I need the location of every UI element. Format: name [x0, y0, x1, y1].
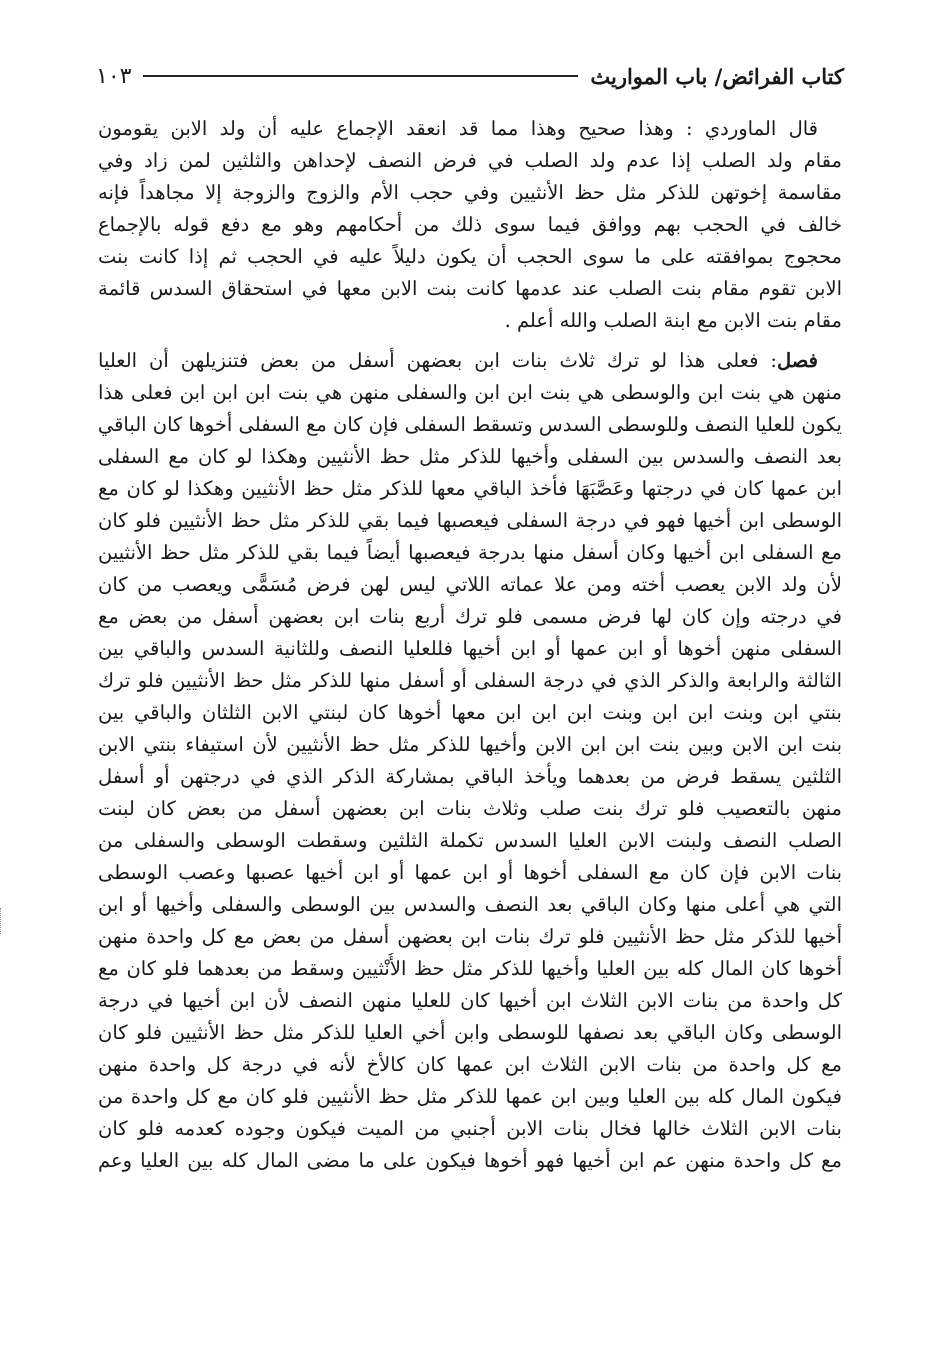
paragraph-gap [98, 337, 842, 345]
text-line: مع السفلى ابن أخيها وكان أسفل منها بدرجة فيعصبها أيضاً فيما بقي للذكر مثل حظ الأنثيين [98, 541, 842, 564]
text-line: بنات الابن الثلاث خالها فخال بنات الابن أجنبي من الميت فيكون وجوده كعدمه فلو كان [98, 1117, 842, 1140]
text-line: في درجته وإن كان لها فرض مسمى فلو ترك أربع بنات ابن بعضهن أسفل من بعض مع [98, 605, 842, 628]
text-line: الابن تقوم مقام بنت الصلب عند عدمها كانت بنت الابن معها في استحقاق السدس قائمة [98, 277, 842, 300]
page-number: ١٠٣ [96, 63, 132, 89]
text-line: مقام بنت الابن مع ابنة الصلب والله أعلم . [504, 309, 842, 332]
header-title: كتاب الفرائض/ باب المواريث [590, 63, 844, 89]
paragraph-1 [98, 113, 842, 337]
text-line: مع كل واحدة من بنات الابن الثلاث ابن عمها كان كالأخ لأنه في درجة كل واحدة منهن [98, 1053, 842, 1076]
text-line: الثالثة والرابعة والذكر الذي في درجة السفلى أو أسفل منها للذكر مثل حظ الأنثيين فلو ترك [98, 669, 842, 692]
text-line: أخيها للذكر مثل حظ الأنثيين فلو ترك بنات ابن بعضهن أسفل من بعض مع كل واحدة منهن [98, 925, 842, 948]
text-line: لأن ولد الابن يعصب أخته ومن علا عماته اللاتي ليس لهن فرض مُسَمًّى ويعصب من كان [98, 573, 842, 596]
text-line: مقاسمة إخوتهن للذكر مثل حظ الأنثيين وفي حجب الأم والزوج والزوجة إلا مجاهداً فإنه [98, 181, 842, 204]
text-line: السفلى منهن أخوها أو ابن عمها أو ابن أخيها فللعليا النصف وللثانية السدس والباقي بين [98, 637, 842, 660]
text-line: مع كل واحدة منهن عم ابن أخيها فهو أخوها فيكون على ما مضى المال كله بين العليا وعم [98, 1149, 842, 1172]
text-line: محجوج بموافقته على ما سوى الحجب أن يكون دليلاً عليه في الحجب ثم إذا كانت بنت [98, 245, 842, 268]
text-line [98, 345, 842, 377]
text-line: فيكون المال كله بين العليا وبين ابن عمها للذكر مثل حظ الأنثيين فلو كان مع كل واحدة من [98, 1085, 842, 1108]
text-line: أخوها كان المال كله بين العليا وأخيها للذكر مثل حظ الأُنْثيين وسقط من بعدهما فلو كان مع [98, 957, 842, 980]
text-line: الثلثين يسقط فرض من بعدهما ويأخذ الباقي بمشاركة الذكر الذي في درجتهن أو أسفل [98, 765, 842, 788]
header-rule [143, 75, 578, 77]
text-line: خالف في الحجب بهم ووافق فيما سوى ذلك من أحكامهم وهو مع دفع قوله بالإجماع [98, 213, 842, 236]
running-header [96, 56, 844, 96]
section-heading-rest: : فعلى هذا لو ترك ثلاث بنات ابن بعضهن أسفل من بعض فتنزيلهن أن العليا [98, 349, 777, 372]
section-heading: فصل [777, 349, 818, 372]
text-line: بنت ابن الابن وبين بنت ابن ابن الابن وأخيها للذكر مثل حظ الأنثيين لأن استيفاء بنتي الابن [98, 733, 842, 756]
text-line: التي هي أعلى منها وكان الباقي بعد النصف والسدس بين الوسطى والسفلى وأخيها أو ابن [98, 893, 842, 916]
text-line: منهن بالتعصيب فلو ترك بنت صلب وثلاث بنات ابن بعضهن أسفل من بعض كان لبنت [98, 797, 842, 820]
text-line: يكون للعليا النصف وللوسطى السدس وتسقط السفلى فإن كان مع السفلى أخوها كان الباقي [98, 413, 842, 436]
text-line: الوسطى وكان الباقي بعد نصفها للوسطى وابن أخي العليا للذكر مثل حظ الأنثيين فلو كان [98, 1021, 842, 1044]
text-line: الوسطى ابن أخيها فهو في درجة السفلى فيعصبها فيما بقي للذكر مثل حظ الأنثيين فلو كان [98, 509, 842, 532]
text-line: منهن هي بنت ابن والوسطى هي بنت ابن ابن والسفلى منهن هي بنت ابن ابن ابن فعلى هذا [98, 381, 842, 404]
text-line: بنات الابن فإن كان مع السفلى أخوها أو ابن عمها أو ابن أخيها عصبها وعصب الوسطى [98, 861, 842, 884]
main-text [98, 113, 842, 1177]
text-line: ابن عمها كان في درجتها وعَصَّبَهَا فأخذ الباقي معها للذكر مثل حظ الأنثيين وهكذا لو كان مع [98, 477, 842, 500]
text-line: الصلب النصف ولبنت الابن العليا السدس تكملة الثلثين وسقطت الوسطى والسفلى من [98, 829, 842, 852]
text-line: قال الماوردي : وهذا صحيح وهذا مما قد انعقد الإجماع عليه أن ولد الابن يقومون [98, 117, 818, 140]
paragraph-2 [98, 345, 842, 1177]
text-line: بعد النصف والسدس بين السفلى وأخيها للذكر مثل حظ الأنثيين وهكذا لو كان مع السفلى [98, 445, 842, 468]
text-line: كل واحدة من بنات الابن الثلاث ابن أخيها كان للعليا منهن النصف لأن ابن أخيها في درجة [98, 989, 842, 1012]
scan-margin-mark [0, 908, 4, 934]
text-line: مقام ولد الصلب إذا عدم ولد الصلب في فرض النصف لإحداهن والثلثين لمن زاد وفي [98, 149, 842, 172]
text-line: بنتي ابن وبنت ابن ابن وبنت ابن ابن ابن معها أخوها كان لبنتي الابن الثلثان والباقي بين [98, 701, 842, 724]
